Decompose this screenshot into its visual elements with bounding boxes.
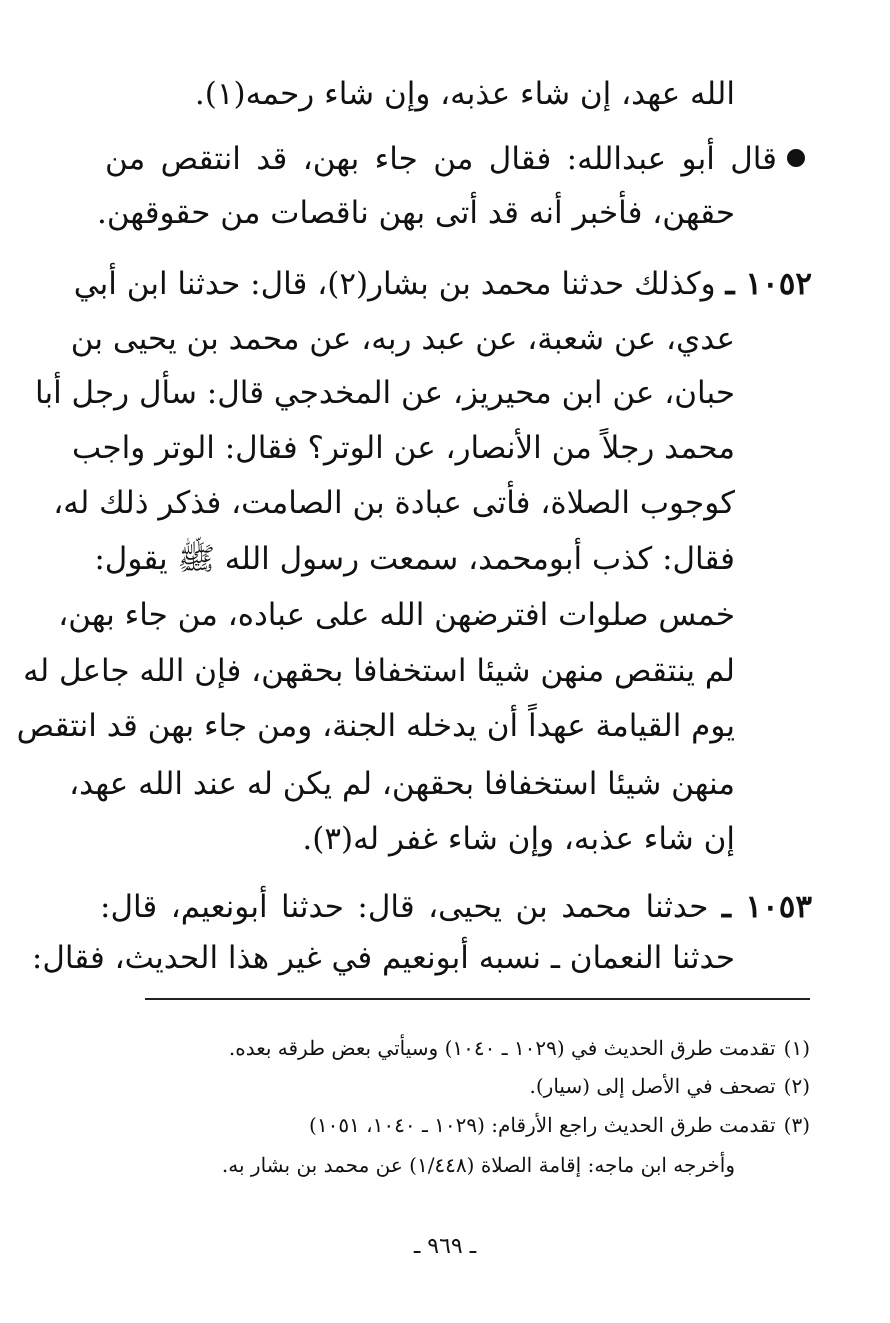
line-text: حدثنا النعمان ـ نسبه أبونعيم في غير هذا الحديث، فقال:	[31, 940, 735, 976]
text-line	[69, 762, 735, 810]
text-line	[23, 649, 735, 697]
footnote-text: تقدمت طرق الحديث في (١٠٢٩ ـ ١٠٤٠) وسيأتي بعض طرقه بعده.	[228, 1036, 776, 1060]
footnote	[90, 1110, 810, 1142]
text-line	[31, 936, 735, 984]
text-line	[53, 481, 735, 529]
footnote	[90, 1071, 810, 1103]
hadith-number: ١٠٥٢ ـ	[725, 266, 812, 302]
footnote-text: وأخرجه ابن ماجه: إقامة الصلاة (١/٤٤٨) عن محمد بن بشار به.	[221, 1153, 735, 1177]
footnote-separator	[145, 998, 810, 1000]
text-line	[58, 593, 735, 641]
text-line	[135, 817, 735, 865]
line-text: وكذلك حدثنا محمد بن بشار(٢)، قال: حدثنا ابن أبي	[73, 266, 716, 302]
text-line	[105, 137, 805, 185]
footnote-text: تصحف في الأصل إلى (سيار).	[529, 1074, 776, 1098]
line-text: عدي، عن شعبة، عن عبد ربه، عن محمد بن يحيى بن	[70, 321, 735, 357]
line-text: الله عهد، إن شاء عذبه، وإن شاء رحمه(١).	[194, 76, 735, 112]
footnote-mark: (٢)	[783, 1074, 810, 1098]
line-text: فقال: كذب أبومحمد، سمعت رسول الله ﷺ يقول:	[94, 541, 735, 577]
line-text: قال أبو عبدالله: فقال من جاء بهن، قد انتقص من	[105, 141, 777, 177]
footnote-text: تقدمت طرق الحديث راجع الأرقام: (١٠٢٩ ـ ١٠٤٠، ١٠٥١)	[309, 1113, 776, 1137]
text-line	[35, 371, 735, 419]
text-line	[72, 426, 735, 474]
footnote	[90, 1033, 810, 1065]
text-line	[94, 537, 735, 585]
line-text: محمد رجلاً من الأنصار، عن الوتر؟ فقال: الوتر واجب	[72, 430, 735, 466]
text-line	[73, 262, 812, 310]
text-line	[70, 317, 735, 365]
footnote	[90, 1150, 735, 1182]
line-text: يوم القيامة عهداً أن يدخله الجنة، ومن جاء بهن قد انتقص	[16, 708, 735, 744]
line-text: إن شاء عذبه، وإن شاء غفر له(٣).	[302, 821, 735, 857]
footnote-mark: (٣)	[783, 1113, 810, 1137]
line-text: حبان، عن ابن محيريز، عن المخدجي قال: سأل رجل أبا	[35, 375, 735, 411]
line-text: لم ينتقص منهن شيئا استخفافا بحقهن، فإن الله جاعل له	[23, 653, 735, 689]
bullet-icon	[787, 149, 805, 167]
text-line	[100, 885, 812, 933]
line-text: منهن شيئا استخفافا بحقهن، لم يكن له عند الله عهد،	[69, 766, 735, 802]
hadith-number: ١٠٥٣ ـ	[721, 889, 813, 925]
line-text: حدثنا محمد بن يحيى، قال: حدثنا أبونعيم، قال:	[100, 889, 709, 925]
line-text: كوجوب الصلاة، فأتى عبادة بن الصامت، فذكر ذلك له،	[53, 485, 735, 521]
footnote-mark: (١)	[783, 1036, 810, 1060]
page-number: ـ ٩٦٩ ـ	[413, 1234, 477, 1259]
text-line	[96, 191, 735, 239]
line-text: خمس صلوات افترضهن الله على عباده، من جاء بهن،	[58, 597, 735, 633]
text-line	[16, 704, 735, 752]
line-text: حقهن، فأخبر أنه قد أتى بهن ناقصات من حقوقهن.	[96, 195, 735, 231]
text-line	[135, 72, 735, 120]
